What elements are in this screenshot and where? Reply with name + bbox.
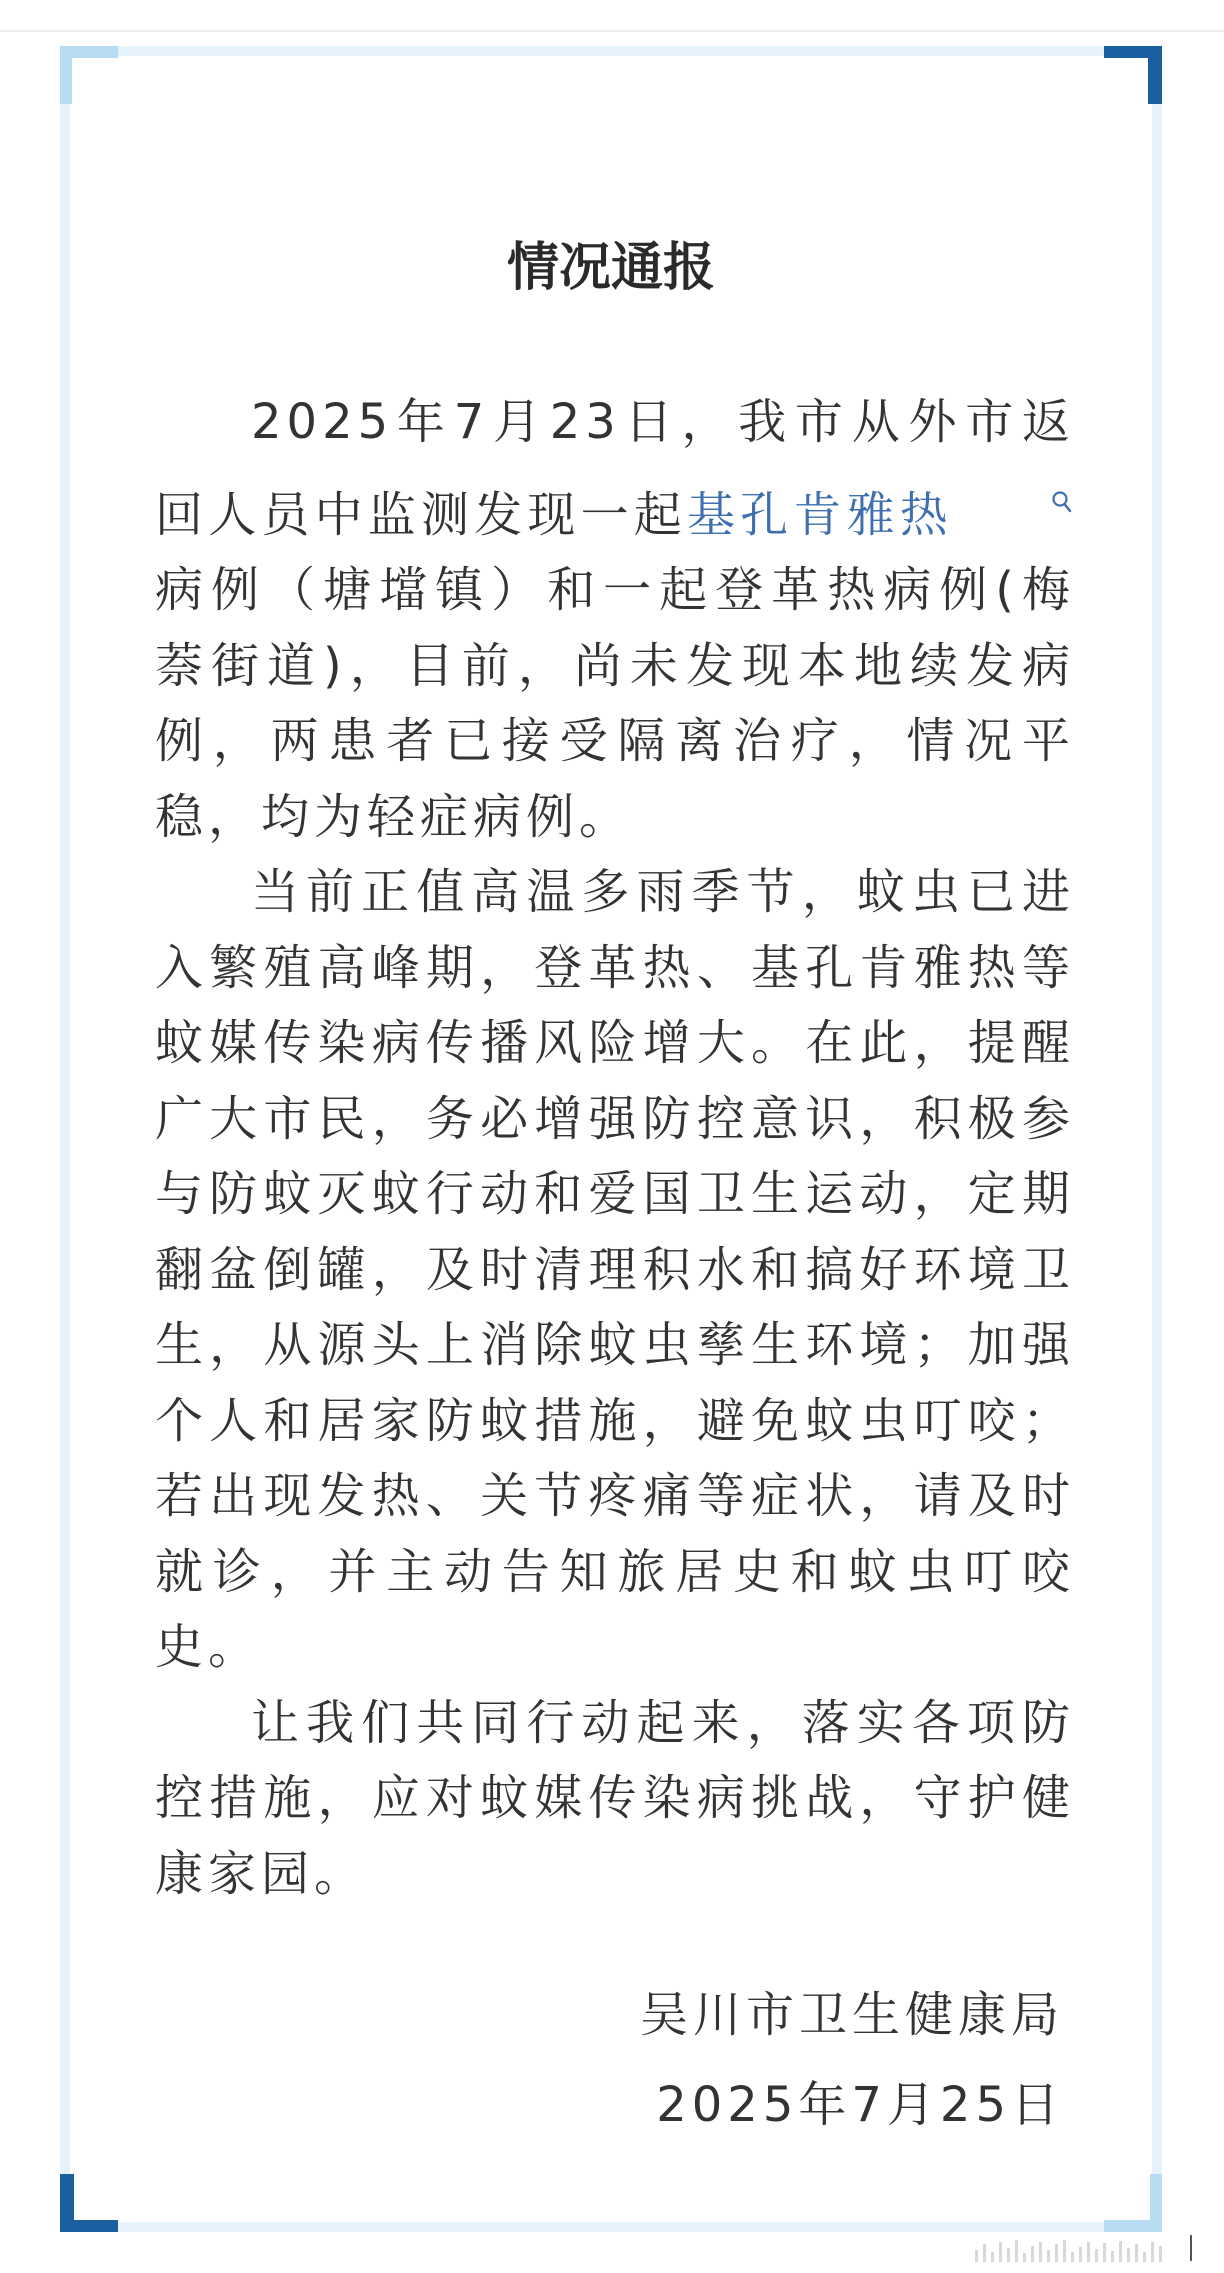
signature-organization: 吴川市卫生健康局	[639, 1987, 1064, 2043]
frame-corner-bottom-right	[1104, 2174, 1162, 2232]
watermark-barcode	[975, 2238, 1175, 2262]
notice-body	[155, 385, 1075, 1912]
paragraph-1-text-cont: 病例（塘壋镇）和一起登革热病例(梅萘街道)，目前，尚未发现本地续发病例，两患者已接受隔离治疗，情况平稳，均为轻症病例。	[155, 562, 1075, 845]
disease-link[interactable]: 基孔肯雅热	[686, 486, 953, 543]
top-divider	[0, 30, 1224, 32]
notice-title: 情况通报	[506, 238, 715, 298]
search-icon[interactable]	[955, 461, 1073, 537]
frame-corner-top-right	[1104, 46, 1162, 104]
paragraph-1-text: 2025年7月23日，我市从外市返回人员中监测发现一起	[155, 394, 1075, 543]
paragraph-2: 当前正值高温多雨季节，蚊虫已进入繁殖高峰期，登革热、基孔肯雅热等蚊媒传染病传播风险增大。在此，提醒广大市民，务必增强防控意识，积极参与防蚊灭蚊行动和爱国卫生运动，定期翻盆倒罐，及时清理积水和搞好环境卫生，从源头上消除蚊虫孳生环境；加强个人和居家防蚊措施，避免蚊虫叮咬；若出现发热、关节疼痛等症状，请及时就诊，并主动告知旅居史和蚊虫叮咬史。	[155, 864, 1075, 1675]
frame-corner-bottom-left	[60, 2174, 118, 2232]
signature-date: 2025年7月25日	[656, 2077, 1064, 2133]
scroll-indicator[interactable]	[1190, 2235, 1192, 2261]
paragraph-1	[155, 385, 1075, 855]
paragraph-3: 让我们共同行动起来，落实各项防控措施，应对蚊媒传染病挑战，守护健康家园。	[155, 1694, 1075, 1902]
frame-corner-top-left	[60, 46, 118, 104]
